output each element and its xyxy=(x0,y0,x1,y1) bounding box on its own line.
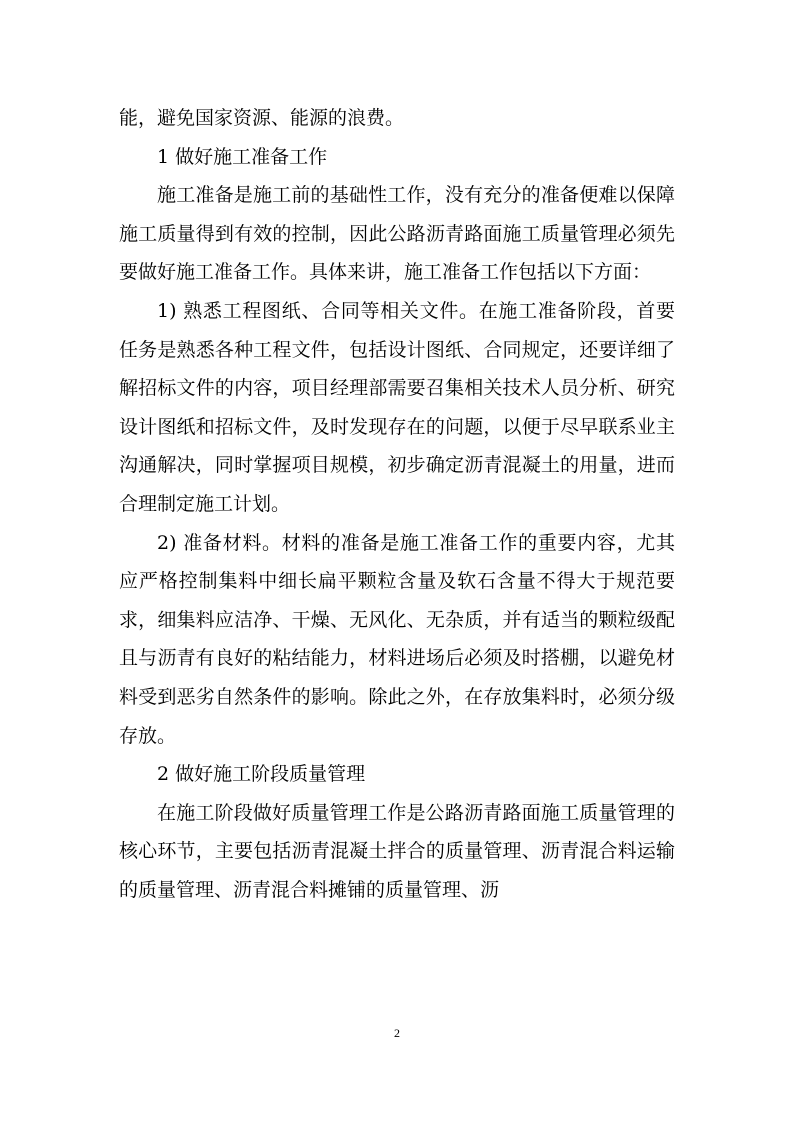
paragraph-item-2: 2) 准备材料。材料的准备是施工准备工作的重要内容，尤其应严格控制集料中细长扁平颗粒含量及软石含量不得大于规范要求，细集料应洁净、干燥、无风化、无杂质，并有适当的颗粒级配且与沥青有良好的粘结能力，材料进场后必须及时搭棚，以避免材料受到恶劣自然条件的影响。除此之外，在存放集料时，必须分级存放。 xyxy=(119,531,675,747)
paragraph-continuation: 能，避免国家资源、能源的浪费。 xyxy=(119,107,405,129)
section-heading-2: 2 做好施工阶段质量管理 xyxy=(157,763,366,786)
section-heading-1: 1 做好施工准备工作 xyxy=(157,145,328,168)
paragraph-construction: 在施工阶段做好质量管理工作是公路沥青路面施工质量管理的核心环节，主要包括沥青混凝土拌合的质量管理、沥青混合料运输的质量管理、沥青混合料摊铺的质量管理、沥 xyxy=(119,801,675,901)
paragraph-item-1: 1) 熟悉工程图纸、合同等相关文件。在施工准备阶段，首要任务是熟悉各种工程文件，包括设计图纸、合同规定，还要详细了解招标文件的内容，项目经理部需要召集相关技术人员分析、研究设计图纸和招标文件，及时发现存在的问题，以便于尽早联系业主沟通解决，同时掌握项目规模，初步确定沥青混凝土的用量，进而合理制定施工计划。 xyxy=(119,299,675,515)
page-number: 2 xyxy=(394,1026,400,1040)
body-text xyxy=(119,99,675,909)
paragraph-intro: 施工准备是施工前的基础性工作，没有充分的准备便难以保障施工质量得到有效的控制，因此公路沥青路面施工质量管理必须先要做好施工准备工作。具体来讲，施工准备工作包括以下方面： xyxy=(119,184,675,284)
